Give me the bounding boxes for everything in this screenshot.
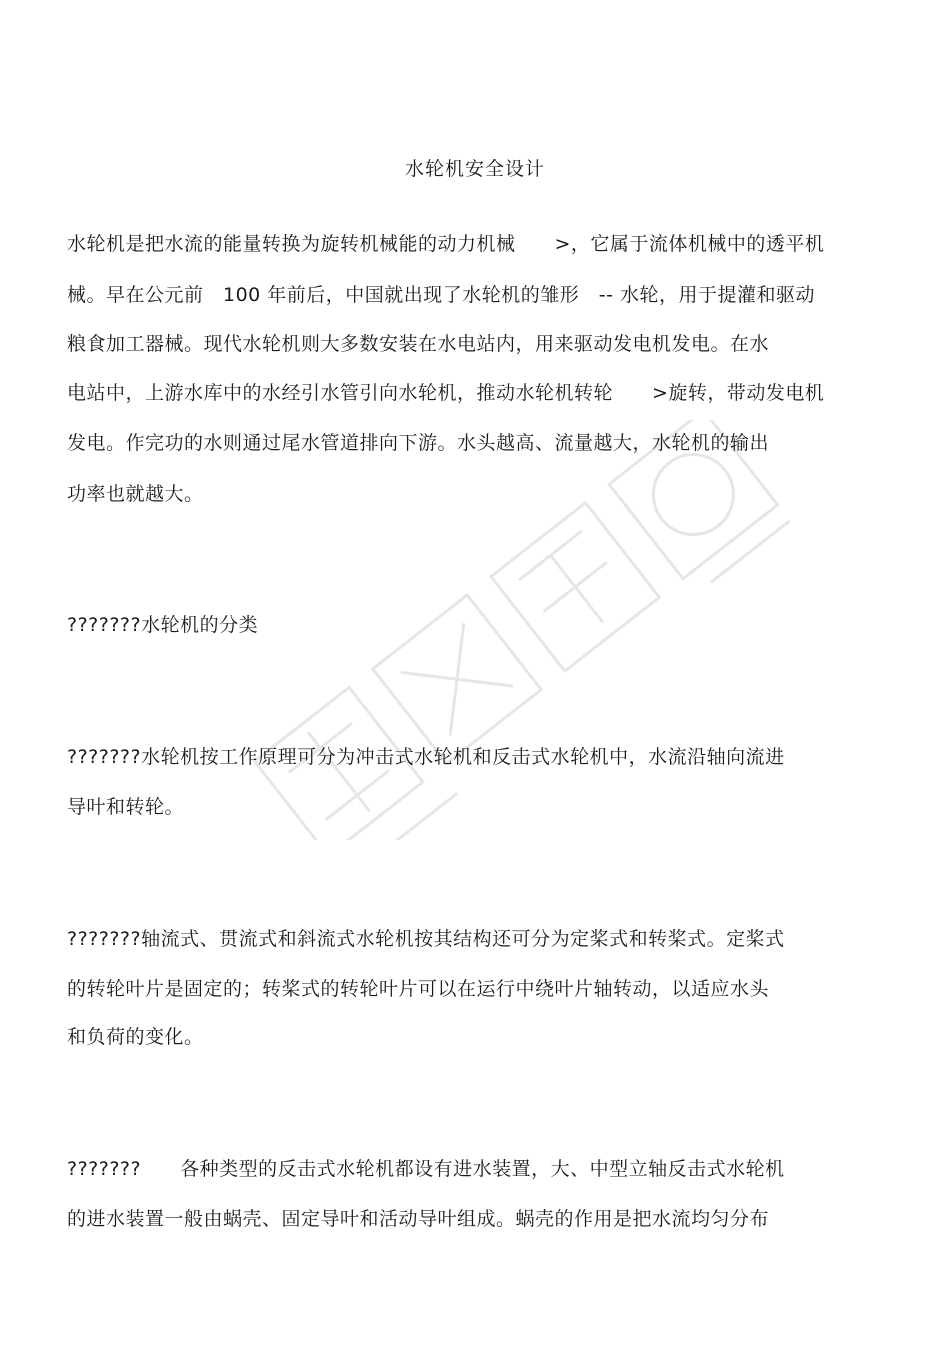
text-line: 的进水装置一般由蜗壳、固定导叶和活动导叶组成。蜗壳的作用是把水流均匀分布 [67, 1208, 770, 1230]
text-line: 的转轮叶片是固定的；转桨式的转轮叶片可以在运行中绕叶片轴转动，以适应水头 [67, 978, 770, 1000]
text-line: 粮食加工器械。现代水轮机则大多数安装在水电站内，用来驱动发电机发电。在水 [67, 333, 770, 355]
text-line: ???????轴流式、贯流式和斜流式水轮机按其结构还可分为定桨式和转桨式。定桨式 [67, 928, 785, 950]
text-line: 导叶和转轮。 [67, 796, 185, 818]
section-heading: ???????水轮机的分类 [67, 614, 259, 636]
text-line: 发电。作完功的水则通过尾水管道排向下游。水头越高、流量越大，水轮机的输出 [67, 432, 770, 454]
text-line: ??????? 各种类型的反击式水轮机都设有进水装置，大、中型立轴反击式水轮机 [67, 1158, 785, 1180]
text-line: ???????水轮机按工作原理可分为冲击式水轮机和反击式水轮机中，水流沿轴向流进 [67, 746, 785, 768]
text-line: 械。早在公元前 100 年前后，中国就出现了水轮机的雏形 -- 水轮，用于提灌和驱动 [67, 284, 816, 306]
text-line: 水轮机是把水流的能量转换为旋转机械能的动力机械 >，它属于流体机械中的透平机 [67, 233, 825, 255]
text-line: 电站中，上游水库中的水经引水管引向水轮机，推动水轮机转轮 >旋转，带动发电机 [67, 382, 825, 404]
text-line: 和负荷的变化。 [67, 1026, 204, 1048]
document-title: 水轮机安全设计 [404, 158, 545, 180]
text-line: 功率也就越大。 [67, 483, 204, 505]
watermark-graphic [210, 420, 830, 840]
